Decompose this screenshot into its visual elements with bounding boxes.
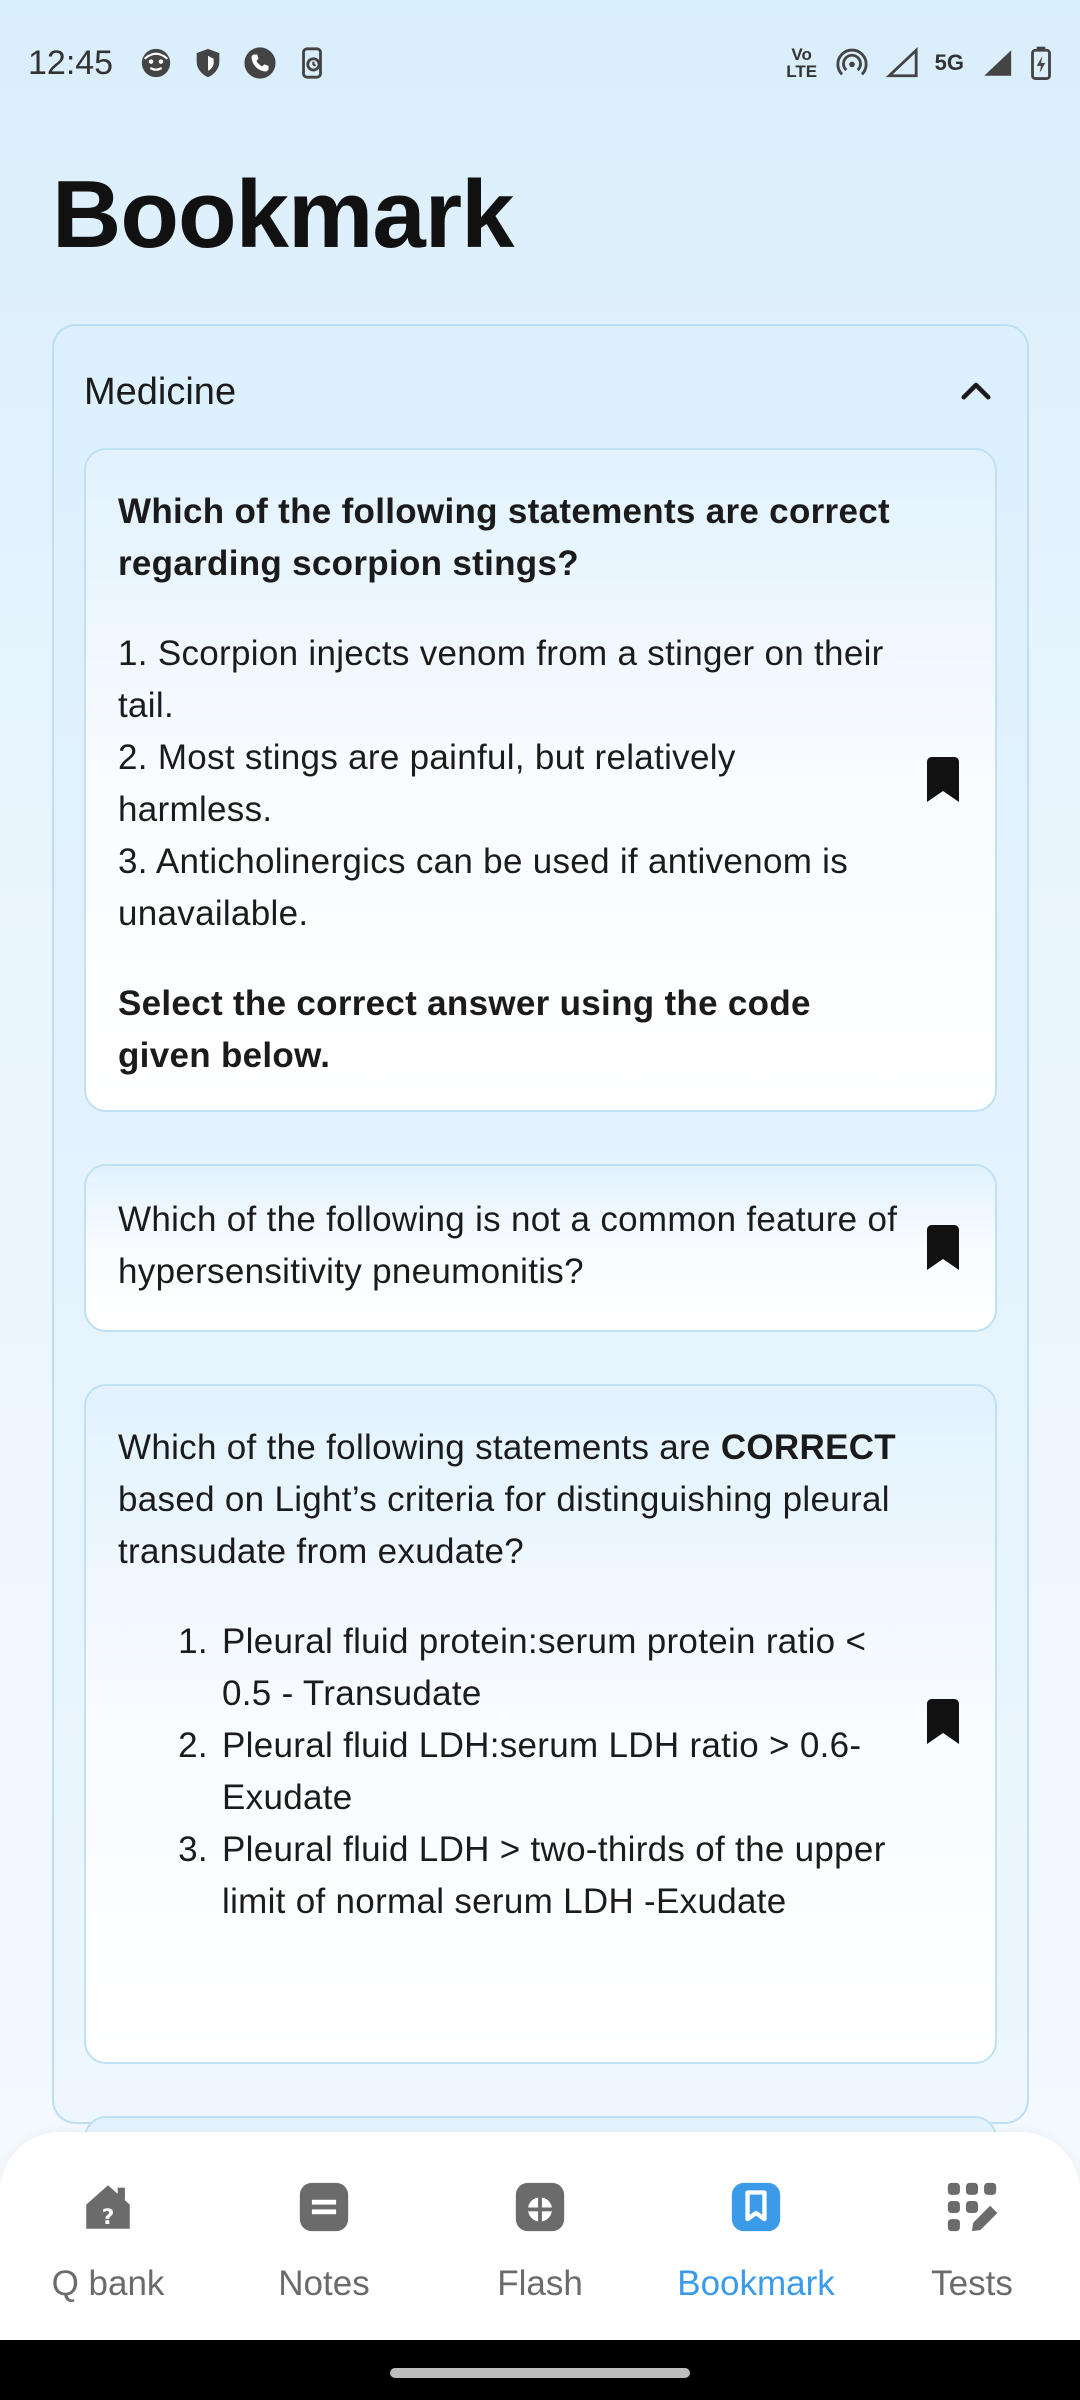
bookmark-icon[interactable] — [923, 1224, 963, 1272]
statement-item: 2. Pleural fluid LDH:serum LDH ratio > 0.6- Exudate — [218, 1720, 898, 1824]
page-title: Bookmark — [52, 161, 514, 268]
flash-card-icon — [511, 2178, 569, 2236]
question-text — [118, 1422, 898, 1578]
nav-item-tests[interactable] — [872, 2178, 1072, 2304]
volte-indicator: Vo LTE — [786, 45, 818, 81]
status-bar — [0, 0, 1080, 126]
nav-label: Q bank — [51, 2264, 165, 2303]
bookmarked-question-card[interactable] — [84, 1164, 997, 1332]
signal-icon — [885, 46, 919, 80]
tests-grid-icon — [943, 2178, 1001, 2236]
home-gesture-handle[interactable] — [390, 2368, 690, 2378]
bookmark-icon[interactable] — [923, 1698, 963, 1746]
chevron-up-icon[interactable] — [955, 371, 997, 413]
section-title: Medicine — [84, 370, 237, 413]
nav-item-notes[interactable] — [224, 2178, 424, 2304]
face-icon — [139, 46, 173, 80]
question-content — [118, 486, 898, 1082]
statement-item: 2. Most stings are painful, but relatively harmless. — [118, 738, 736, 829]
statement-item: 1. Pleural fluid protein:serum protein ratio < 0.5 - Transudate — [218, 1616, 898, 1720]
bookmarked-question-card[interactable] — [84, 448, 997, 1112]
shield-icon — [191, 46, 225, 80]
statement-item: 1. Scorpion injects venom from a stinger on their tail. — [118, 634, 884, 725]
home-question-icon — [79, 2178, 137, 2236]
bookmark-icon[interactable] — [923, 756, 963, 804]
nav-label: Flash — [497, 2264, 583, 2303]
signal-full-icon — [980, 46, 1014, 80]
section-header[interactable] — [84, 362, 997, 422]
question-footer: Select the correct answer using the code given below. — [118, 984, 811, 1075]
status-system-icons — [785, 46, 1052, 80]
status-notification-icons — [139, 46, 329, 80]
phone-icon — [243, 46, 277, 80]
question-content — [118, 1422, 898, 1928]
system-gesture-bar — [0, 2340, 1080, 2400]
question-emphasis: CORRECT — [720, 1428, 896, 1467]
statement-list — [118, 1616, 898, 1928]
svg-text:?: ? — [101, 2204, 115, 2230]
question-suffix: based on Light’s criteria for distinguishing pleural transudate from exudate? — [118, 1480, 890, 1571]
question-prefix: Which of the following statements are — [118, 1428, 711, 1467]
status-time: 12:45 — [28, 43, 114, 82]
bookmarked-question-card[interactable] — [84, 1384, 997, 2064]
hotspot-icon — [835, 46, 869, 80]
bottom-navigation — [0, 2132, 1080, 2340]
nav-item-flash[interactable] — [440, 2178, 640, 2304]
bookmark-section — [52, 324, 1029, 2124]
nav-item-bookmark[interactable] — [656, 2178, 856, 2304]
battery-charging-icon — [1030, 46, 1052, 80]
notes-icon — [295, 2178, 353, 2236]
question-text: Which of the following is not a common feature of hypersensitivity pneumonitis? — [118, 1200, 898, 1291]
network-type: 5G — [934, 50, 964, 75]
nav-label: Bookmark — [677, 2264, 835, 2303]
statement-item: 3. Pleural fluid LDH > two-thirds of the upper limit of normal serum LDH -Exudate — [218, 1824, 898, 1928]
question-text: Which of the following statements are correct regarding scorpion stings? — [118, 492, 890, 583]
nav-label: Notes — [278, 2264, 370, 2303]
nav-item-qbank[interactable] — [8, 2178, 208, 2304]
bookmark-icon — [727, 2178, 785, 2236]
nav-label: Tests — [931, 2264, 1013, 2303]
clipboard-phone-icon — [295, 46, 329, 80]
statement-item: 3. Anticholinergics can be used if antivenom is unavailable. — [118, 842, 849, 933]
